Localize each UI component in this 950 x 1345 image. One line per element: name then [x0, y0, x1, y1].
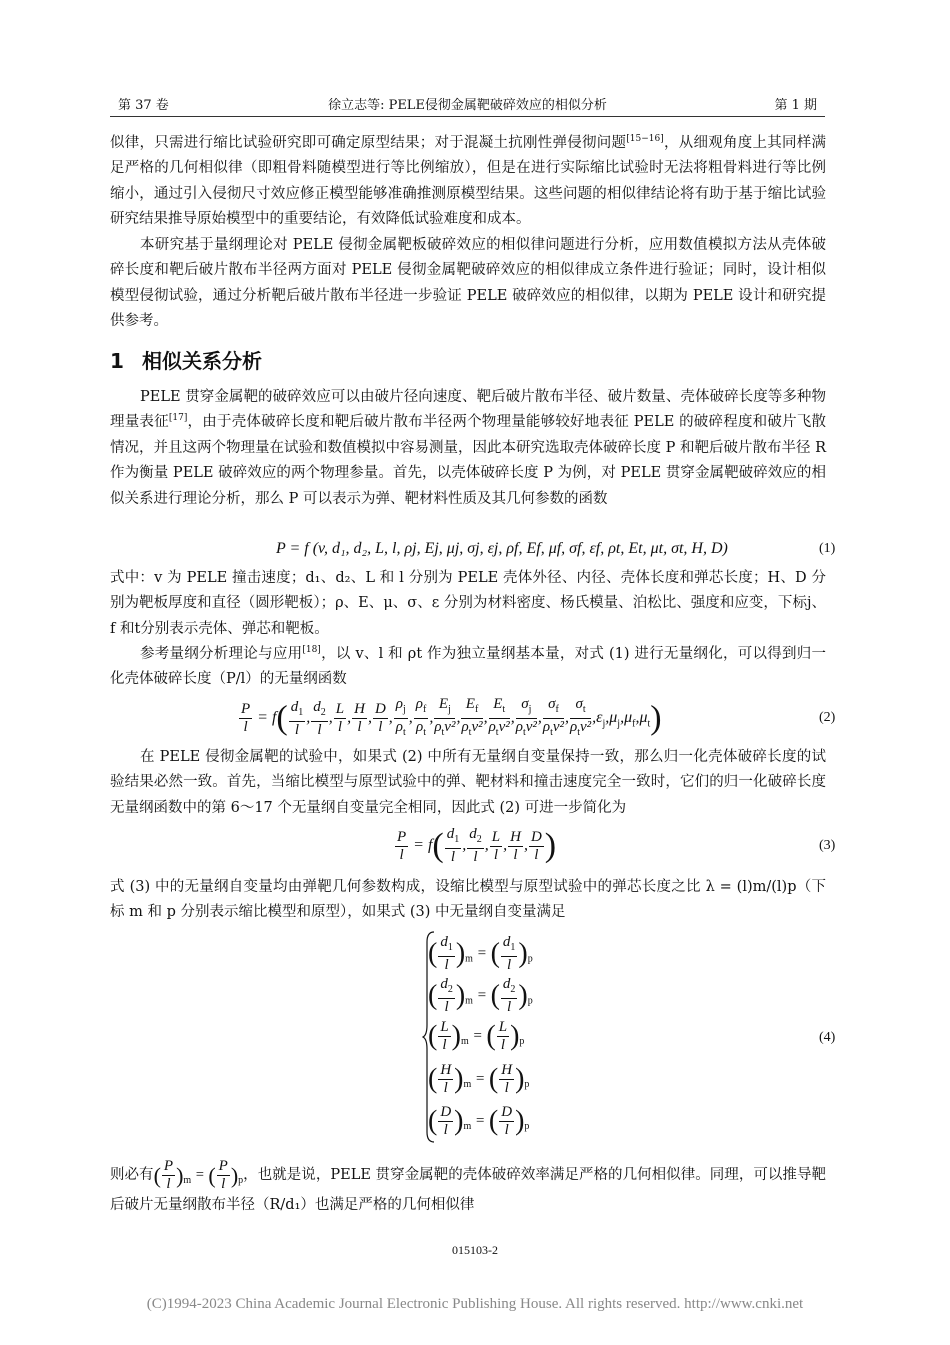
condition-H: ( $\frac{H}{l}$ )$_m$ = ( $\frac{H}{l}$ )$_p$ — [428, 1062, 530, 1096]
copyright-notice: (C)1994-2023 China Academic Journal Electronic Publishing House. All rights reserved. http://www.cnki.net — [146, 1296, 804, 1312]
citation-17: [17] — [168, 413, 188, 424]
body-paragraph-1: PELE 贯穿金属靶的破碎效应可以由破片径向速度、靶后破片散布半径、破片数量、壳体破碎长度等多种物理量表征[17]，由于壳体破碎长度和靶后破片散布半径两个物理量能够较好地表征 PELE 的破碎程度和破片飞散情况，并且这两个物理量在试验和数值模拟中容易测量，因此本研究选取壳体破碎长度 P 和靶后破片散布半径 R 作为衡量 PELE 破碎效应的两个物理参量。首先，以壳体破碎长度 P 为例，对 PELE 贯穿金属靶破碎效应的相似关系进行理论分析，那么 P 可以表示为弹、靶材料性质及其几何参数的函数 — [110, 389, 827, 507]
volume-label: 第 37 卷 — [118, 98, 169, 113]
running-header — [110, 92, 825, 117]
intro-paragraph-1: 似律，只需进行缩比试验研究即可确定原型结果；对于混凝土抗刚性弹侵彻问题[15−16]，从细观角度上其同样满足严格的几何相似律（即粗骨料随模型进行等比例缩放），但是在进行实际缩比试验时无法将粗骨料进行等比例缩小，通过引入侵彻尺寸效应修正模型能够准确推测原模型结果。这些问题的相似律结论将有助于基于缩比试验研究结果推导原始模型中的重要结论，有效降低试验难度和成本。 — [110, 134, 827, 228]
equation-2: $\frac{P}{l}$ = f( $\frac{d_1}{l}$ , $\frac{d_2}{l}$ , $\frac{L}{l}$ , $\frac{H}{l}$ , $\frac{D}{l}$ , $\frac{\rho_j}{\rho_t}$ , $\frac{\rho_f}{\rho_t}$ , $\frac{E_j}{\rho_tv^2}$ , $\frac{E_f}{\rho_tv^2}$ , $\frac{E_t}{\rho_tv^2}$ , $\frac{\sigma_j}{\rho_tv^2}$ , $\frac{\sigma_f}{\rho_tv^2}$ , $\frac{\sigma_t}{\rho_tv^2}$ $,\varepsilon_j,\mu_j,\mu_f,\mu_t$) — [241, 696, 662, 738]
section-title: 相似关系分析 — [142, 349, 262, 373]
equation-1-number: (1) — [819, 541, 836, 556]
body-paragraph-5: 则必有( $\frac{P}{l}$ )$_m$ = ( $\frac{P}{l}$ )$_p$，也就是说，PELE 贯穿金属靶的壳体破碎效率满足严格的几何相似律。同理，可以推导靶后破片无量纲散布半径（R/d₁）也满足严格的几何相似律 — [110, 1158, 826, 1214]
condition-L: ( $\frac{L}{l}$ )$_m$ = ( $\frac{L}{l}$ )$_p$ — [428, 1019, 525, 1053]
condition-D: ( $\frac{D}{l}$ )$_m$ = ( $\frac{D}{l}$ )$_p$ — [428, 1104, 530, 1138]
issue-label: 第 1 期 — [774, 98, 817, 113]
body-paragraph-4: 式 (3) 中的无量纲自变量均由弹靶几何参数构成，设缩比模型与原型试验中的弹芯长度之比 λ = (l)m/(l)p（下标 m 和 p 分别表示缩比模型和原型），如果式 (3) 中无量纲自变量满足 — [110, 879, 826, 921]
equation-1: P = f (v, d₁, d₂, L, l, ρj, Ej, μj, σj, εj, ρf, Ef, μf, σf, εf, ρt, Et, μt, σt, H, D) — [276, 540, 728, 557]
citation-18: [18] — [302, 645, 321, 656]
body-paragraph-3: 在 PELE 侵彻金属靶的试验中，如果式 (2) 中所有无量纲自变量保持一致，那么归一化壳体破碎长度的试验结果必然一致。首先，当缩比模型与原型试验中的弹、靶材料和撞击速度完全一致时，它们的归一化破碎长度无量纲函数中的第 6～17 个无量纲自变量完全相同，因此式 (2) 可进一步简化为 — [110, 749, 826, 816]
article-running-title: 徐立志等: PELE侵彻金属靶破碎效应的相似分析 — [328, 98, 607, 113]
intro-paragraph-2: 本研究基于量纲理论对 PELE 侵彻金属靶板破碎效应的相似律问题进行分析，应用数值模拟方法从壳体破碎长度和靶后破片散布半径两方面对 PELE 侵彻金属靶破碎效应的相似律成立条件进行验证；同时，设计相似模型侵彻试验，通过分析靶后破片散布半径进一步验证 PELE 破碎效应的相似律，以期为 PELE 设计和研究提供参考。 — [110, 237, 826, 330]
body-paragraph-2: 参考量纲分析理论与应用[18]，以 v、l 和 ρt 作为独立量纲基本量，对式 (1) 进行无量纲化，可以得到归一化壳体破碎长度（P/l）的无量纲函数 — [110, 645, 826, 688]
equation-2-number: (2) — [819, 710, 836, 725]
citation-15-16: [15−16] — [626, 134, 664, 145]
section-number: 1 — [110, 349, 124, 373]
equation-4-number: (4) — [819, 1030, 836, 1045]
body-paragraph-variables: 式中：v 为 PELE 撞击速度；d₁、d₂、L 和 l 分别为 PELE 壳体外径、内径、壳体长度和弹芯长度；H、D 分别为靶板厚度和直径（圆形靶板）；ρ、E、μ、σ、ε 分别为材料密度、杨氏模量、泊松比、强度和应变，下标j、f 和t分别表示壳体、弹芯和靶板。 — [110, 570, 826, 637]
condition-d2: ( $\frac{d_2}{l}$ )$_m$ = ( $\frac{d_2}{l}$ )$_p$ — [428, 976, 533, 1015]
section-heading — [110, 345, 262, 374]
equation-3: $\frac{P}{l}$ = f( $\frac{d_1}{l}$ , $\frac{d_2}{l}$ , $\frac{L}{l}$ , $\frac{H}{l}$ , $\frac{D}{l}$ ) — [397, 826, 557, 865]
condition-d1: ( $\frac{d_1}{l}$ )$_m$ = ( $\frac{d_1}{l}$ )$_p$ — [428, 934, 533, 973]
equation-3-number: (3) — [819, 838, 836, 853]
page-number: 015103-2 — [452, 1243, 498, 1257]
